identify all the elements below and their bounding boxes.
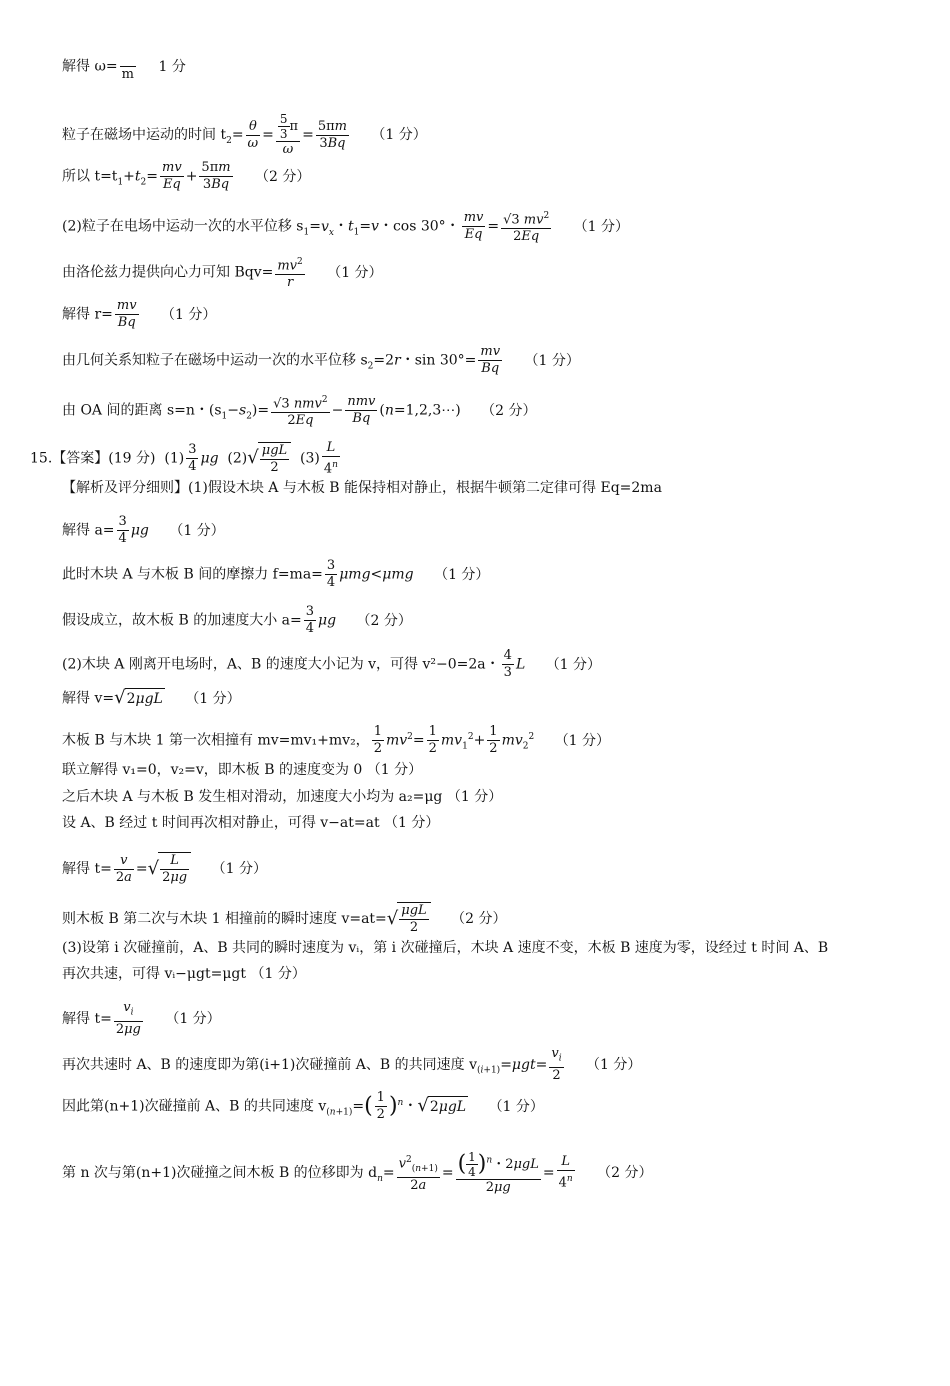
line-18: 之后木块 A 与木板 B 发生相对滑动，加速度大小均为 a₂=μg （1 分） [62,789,503,805]
line-17: 联立解得 v₁=0，v₂=v，即木板 B 的速度变为 0 （1 分） [62,762,423,778]
line-8: 由 OA 间的距离 s=n・$(s_1-s_2)=$ $\frac{√3 nmv^2}{2Eq}$ − $\frac{\text{nmv}}{Bq}$ (n=1,2,3⋯) （2 分） [62,392,537,429]
line-1: 解得 ω= m 1 分 [62,50,186,83]
line-16: 木板 B 与木块 1 第一次相撞有 mv=mv₁+mv₂， $\frac{1}{2}$ $mv^2=$ $\frac{1}{2}$ $mv_1^2+$ $\frac{1}{2}$ $mv_2^2$ （1 分） [62,724,611,756]
line-12: 此时木块 A 与木板 B 间的摩擦力 f=ma= $\frac{3}{4}$ μmg<μmg （1 分） [62,558,490,590]
line-24: 解得 t= $\frac{v_i}{2\mu g}$ （1 分） [62,1000,221,1037]
line-5: 由洛伦兹力提供向心力可知 Bqv= $\frac{mv^2}{r}$ （1 分） [62,254,383,291]
line-15: 解得 v=√2μgL （1 分） [62,687,241,708]
answer-line: 15.【答案】(19 分) (1) $\frac{3}{4}$ μg (2)√ $\frac{\text{μgL}}{2}$ (3) $\frac{L}{4^n}$ [30,440,338,477]
analysis-heading: 【解析及评分细则】(1)假设木块 A 与木板 B 能保持相对静止，根据牛顿第二定律可得 Eq=2ma [62,480,662,496]
line-23: 再次共速，可得 vᵢ−μgt=μgt （1 分） [62,966,306,982]
line-21: 则木板 B 第二次与木块 1 相撞前的瞬时速度 v=at=√ $\frac{\text{μgL}}{2}$ （2 分） [62,903,507,935]
line-11: 解得 a= $\frac{3}{4}$ μg （1 分） [62,514,225,546]
line-20: 解得 t= $\frac{v}{2a}$ =√ $\frac{L}{2\mu g}$ （1 分） [62,852,267,885]
line-6: 解得 r= $\frac{mv}{Bq}$ （1 分） [62,298,217,330]
line-3: 所以 $t=t_1+t_2=$ $\frac{mv}{Eq}$ + $\frac{5\pi m}{3Bq}$ （2 分） [62,160,311,192]
line-14: (2)木块 A 刚离开电场时，A、B 的速度大小记为 v，可得 v²−0=2a・ $\frac{4}{3}$ L （1 分） [62,648,602,680]
omega-fraction: m [120,50,136,83]
line-22: (3)设第 i 次碰撞前，A、B 共同的瞬时速度为 vᵢ，第 i 次碰撞后，木块 A 速度不变，木板 B 速度为零，设经过 t 时间 A、B [62,940,829,956]
line-13: 假设成立，故木板 B 的加速度大小 a= $\frac{3}{4}$ μg （2 分） [62,604,412,636]
line-26: 因此第(n+1)次碰撞前 A、B 的共同速度 $v_{(n+1)}=$( $\frac{1}{2}$ )$^n$・√2μgL （1 分） [62,1090,544,1122]
line-25: 再次共速时 A、B 的速度即为第(i+1)次碰撞前 A、B 的共同速度 $v_{(i+1)}=\mu gt=$ $\frac{v_i}{2}$ （1 分） [62,1046,642,1083]
line-4: (2)粒子在电场中运动一次的水平位移 $s_1=v_x$・$t_1=v$・cos 30°・ $\frac{mv}{Eq}$ = $\frac{√3 mv^2}{2Eq}$ （1 分） [62,208,629,245]
line-2: 粒子在磁场中运动的时间 $t_2=$ $\frac{\theta}{\omega}$ = $\frac{5}{3}$ π ω = $\frac{5\pi m}{3Bq}$ （1 分） [62,112,427,157]
line-27: 第 n 次与第(n+1)次碰撞之间木板 B 的位移即为 $d_n=$ $\frac{v^2_{(n+1)}}{2a}$ = ( $\frac{1}{4}$ )$^n$・2μgL 2μg = $\frac{L}{4^n}$ （2 分） [62,1150,653,1195]
line-19: 设 A、B 经过 t 时间再次相对静止，可得 v−at=at （1 分） [62,815,440,831]
line-7: 由几何关系知粒子在磁场中运动一次的水平位移 $s_2=2r$・sin 30°= $\frac{mv}{Bq}$ （1 分） [62,344,580,376]
